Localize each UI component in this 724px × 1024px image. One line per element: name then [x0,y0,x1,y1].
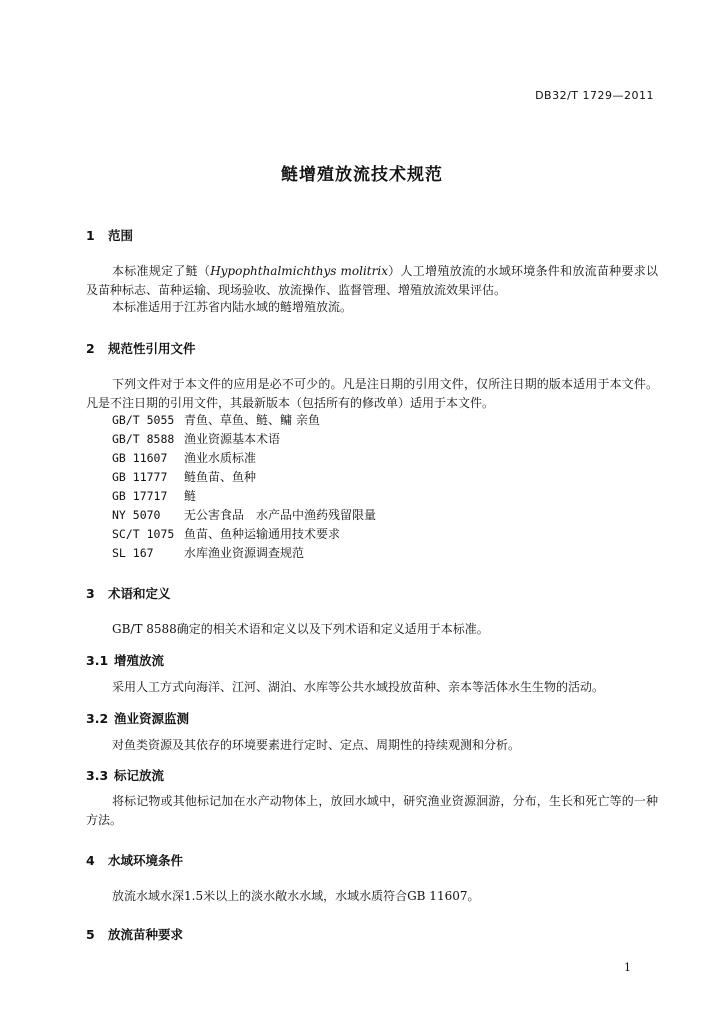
document-title: 鲢增殖放流技术规范 [281,165,443,185]
section-number: 3.1 [86,653,109,668]
section-3-heading [86,584,171,602]
section-2-heading [86,339,196,357]
section-2-intro: 下列文件对于本文件的应用是必不可少的。凡是注日期的引用文件，仅所注日期的版本适用于本文件。凡是不注日期的引用文件，其最新版本（包括所有的修改单）适用于本文件。 [86,377,658,410]
section-title: 水域环境条件 [108,853,184,868]
reference-item: GB 11777 鲢鱼苗、鱼种 [112,470,257,484]
section-3-1-heading [86,651,164,669]
section-3-2-text: 对鱼类资源及其依存的环境要素进行定时、定点、周期性的持续观测和分析。 [112,738,521,752]
section-5-heading [86,925,183,943]
section-number: 5 [86,927,95,942]
section-1-heading [86,226,133,244]
latin-name: Hypophthalmichthys molitrix [210,264,388,278]
section-3-1-text: 采用人工方式向海洋、江河、湖泊、水库等公共水域投放苗种、亲本等活体水生生物的活动。 [112,680,605,694]
section-title: 标记放流 [114,768,165,783]
section-3-2-heading [86,709,189,727]
reference-item: GB 11607 渔业水质标准 [112,451,257,465]
section-number: 4 [86,853,95,868]
reference-item: GB/T 8588 渔业资源基本术语 [112,432,281,446]
section-3-intro: GB/T 8588确定的相关术语和定义以及下列术语和定义适用于本标准。 [112,622,489,636]
section-number: 1 [86,228,95,243]
section-title: 术语和定义 [108,586,171,601]
section-title: 渔业资源监测 [114,711,190,726]
section-1-paragraph-1: 本标准规定了鲢（Hypophthalmichthys molitrix）人工增殖放流的水域环境条件和放流苗种要求以及苗种标志、苗种运输、现场验收、放流操作、监督管理、增殖放流效果评估。 [86,264,658,297]
section-number: 3.2 [86,711,109,726]
standard-code: DB32/T 1729—2011 [535,89,654,102]
section-title: 规范性引用文件 [108,341,196,356]
section-number: 3 [86,586,95,601]
section-4-text: 放流水域水深1.5米以上的淡水敞水水域，水域水质符合GB 11607。 [112,889,480,903]
section-3-3-heading [86,766,164,784]
section-3-3-text: 将标记物或其他标记加在水产动物体上，放回水域中，研究渔业资源洄游，分布，生长和死亡等的一种方法。 [86,794,658,827]
reference-item: SL 167 水库渔业资源调查规范 [112,546,305,560]
page-number: 1 [624,961,631,974]
section-4-heading [86,851,183,869]
reference-item: NY 5070 无公害食品 水产品中渔药残留限量 [112,508,377,522]
reference-item: SC/T 1075 鱼苗、鱼种运输通用技术要求 [112,527,341,541]
section-title: 放流苗种要求 [108,927,184,942]
section-number: 2 [86,341,95,356]
section-title: 增殖放流 [114,653,165,668]
section-1-paragraph-2: 本标准适用于江苏省内陆水域的鲢增殖放流。 [112,300,353,314]
reference-item: GB/T 5055 青鱼、草鱼、鲢、鳙 亲鱼 [112,413,320,427]
reference-list [112,411,376,563]
section-number: 3.3 [86,768,109,783]
reference-item: GB 17717 鲢 [112,489,197,503]
section-title: 范围 [108,228,134,243]
